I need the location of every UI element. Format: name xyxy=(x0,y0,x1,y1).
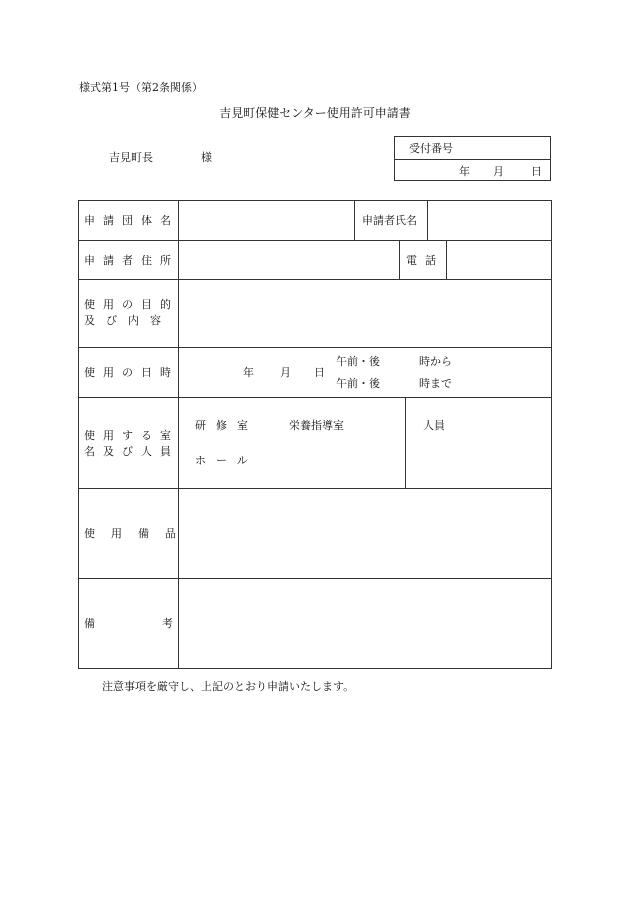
address-field[interactable] xyxy=(179,241,398,278)
remarks-label-end: 考 xyxy=(162,617,173,630)
receipt-divider xyxy=(395,159,550,160)
datetime-month-label: 月 xyxy=(280,366,291,379)
purpose-label-line2: 及び内容 xyxy=(84,314,172,327)
start-time-suffix: 時から xyxy=(419,355,452,368)
receipt-day-label: 日 xyxy=(531,165,542,178)
document-title: 吉見町保健センター使用許可申請書 xyxy=(219,106,411,120)
phone-label: 電話 xyxy=(406,254,444,267)
column-divider xyxy=(399,240,400,279)
end-time-suffix: 時まで xyxy=(419,377,452,390)
datetime-label: 使用の日時 xyxy=(84,366,179,379)
receipt-number-label: 受付番号 xyxy=(409,142,453,155)
remarks-label-start: 備 xyxy=(84,617,95,630)
headcount-label: 人員 xyxy=(423,419,445,432)
purpose-field[interactable] xyxy=(179,280,551,346)
start-ampm-label: 午前・後 xyxy=(336,355,380,368)
applicant-name-field[interactable] xyxy=(428,202,551,239)
applicant-name-label: 申請者氏名 xyxy=(362,214,417,227)
application-table xyxy=(78,200,552,669)
column-divider xyxy=(405,397,406,488)
form-number: 様式第1号（第2条関係） xyxy=(79,81,203,94)
receipt-month-label: 月 xyxy=(493,165,504,178)
room-training: 研修室 xyxy=(195,419,258,432)
datetime-day-label: 日 xyxy=(314,366,325,379)
purpose-label-line1: 使用の目的 xyxy=(84,298,179,311)
address-label: 申請者住所 xyxy=(84,254,179,267)
row-divider xyxy=(79,347,551,348)
equipment-field[interactable] xyxy=(179,489,551,577)
phone-field[interactable] xyxy=(447,241,551,278)
rooms-label-line1: 使用する室 xyxy=(84,429,179,442)
org-name-label: 申請団体名 xyxy=(84,214,179,227)
column-divider xyxy=(354,201,355,240)
org-name-field[interactable] xyxy=(179,202,353,239)
remarks-field[interactable] xyxy=(179,579,551,668)
addressee: 吉見町長 xyxy=(109,151,153,164)
end-ampm-label: 午前・後 xyxy=(336,377,380,390)
honorific: 様 xyxy=(201,151,212,164)
rooms-label-line2: 名及び人員 xyxy=(84,445,179,458)
room-nutrition: 栄養指導室 xyxy=(289,419,344,432)
datetime-year-label: 年 xyxy=(243,366,254,379)
receipt-year-label: 年 xyxy=(459,165,470,178)
receipt-box xyxy=(394,136,551,181)
room-hall: ホール xyxy=(195,454,258,467)
row-divider xyxy=(79,397,551,398)
equipment-label: 使用備品 xyxy=(84,527,192,540)
closing-statement: 注意事項を厳守し、上記のとおり申請いたします。 xyxy=(102,680,355,693)
